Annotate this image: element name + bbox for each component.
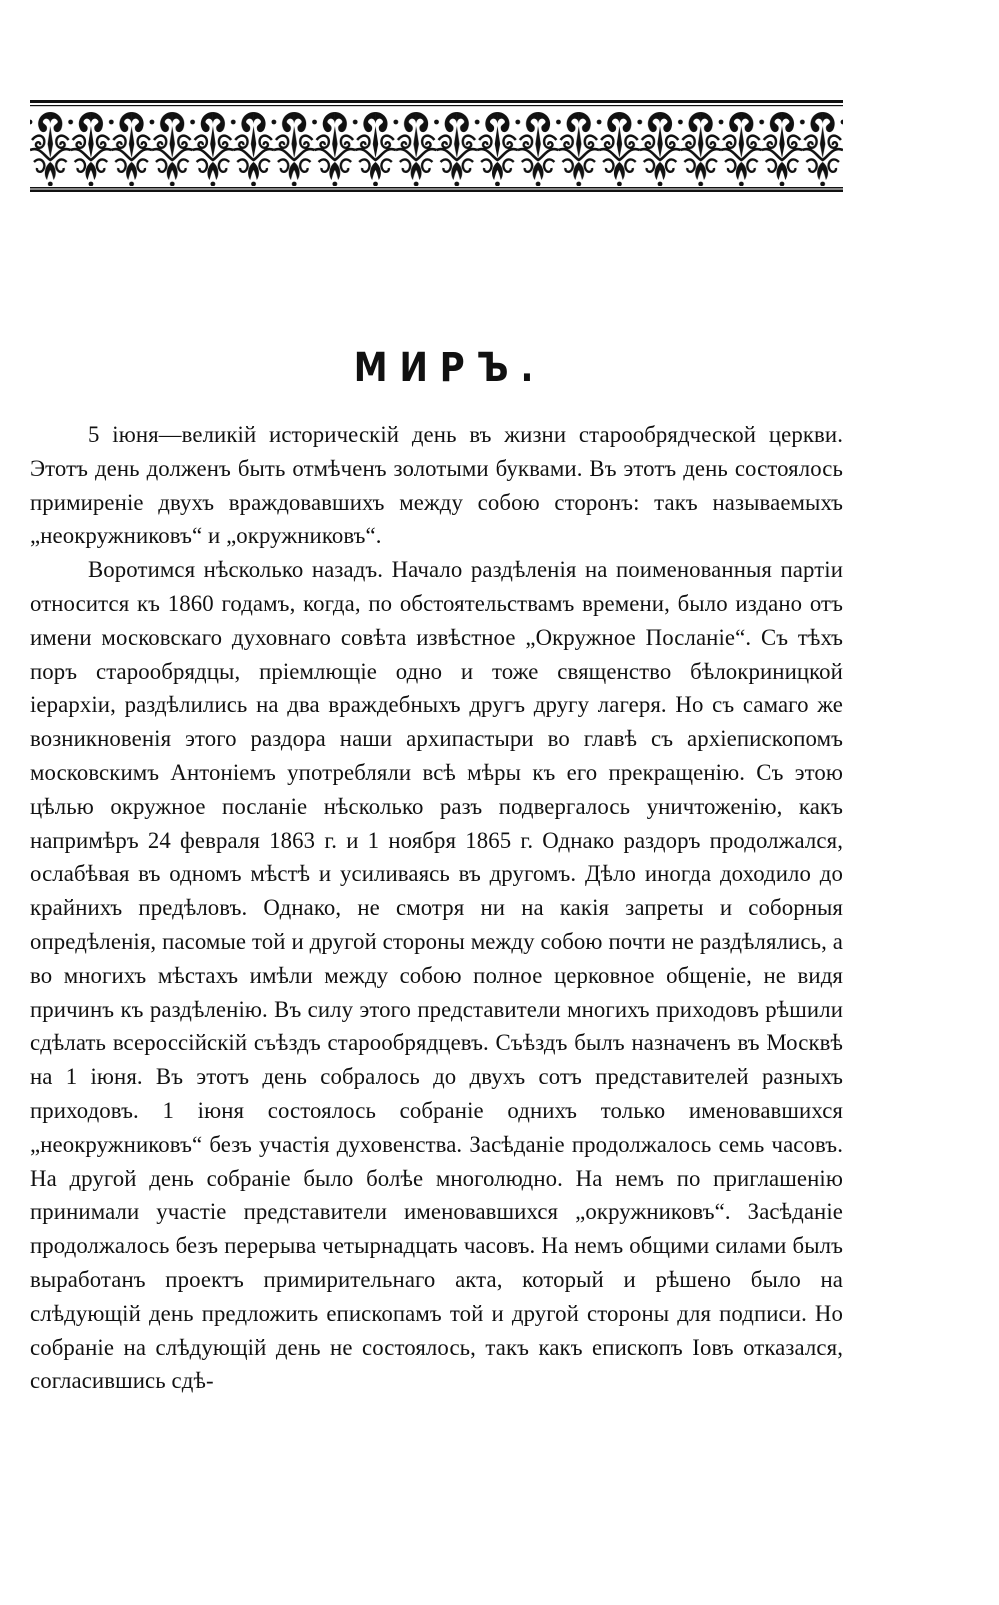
paragraph-2: Воротимся нѣсколько назадъ. Начало раздѣленія на поименованныя партіи относится къ 1860 годамъ, когда, по обстоятельствамъ времени, было издано отъ имени московскаго духовнаго совѣта извѣстное „Окружное Посланіе“. Съ тѣхъ поръ старообрядцы, пріемлющіе одно и тоже священство бѣлокриницкой іерархіи, раздѣлились на два враждебныхъ другъ другу лагеря. Но съ самаго же возникновенія этого раздора наши архипастыри во главѣ съ архіепископомъ московскимъ Антоніемъ употребляли всѣ мѣры къ его прекращенію. Съ этою цѣлью окружное посланіе нѣсколько разъ подвергалось уничтоженію, какъ напримѣръ 24 февраля 1863 г. и 1 ноября 1865 г. Однако раздоръ продолжался, ослабѣвая въ одномъ мѣстѣ и усиливаясь въ другомъ. Дѣло иногда доходило до крайнихъ предѣловъ. Однако, не смотря ни на какія запреты и соборныя опредѣленія, пасомые той и другой стороны между собою почти не раздѣлялись, а во многихъ мѣстахъ имѣли между собою полное церковное общеніе, не видя причинъ къ раздѣленію. Въ силу этого представители многихъ приходовъ рѣшили сдѣлать всероссійскій съѣздъ старообрядцевъ. Съѣздъ былъ назначенъ въ Москвѣ на 1 іюня. Въ этотъ день собралось до двухъ сотъ представителей разныхъ приходовъ. 1 іюня состоялось собраніе однихъ только именовавшихся „неокружниковъ“ безъ участія духовенства. Засѣданіе продолжалось семь часовъ. На другой день собраніе было болѣе многолюдно. На немъ по приглашенію принимали участіе представители именовавшихся „окружниковъ“. Засѣданіе продолжалось безъ перерыва четырнадцать часовъ. На немъ общими силами былъ выработанъ проектъ примирительнаго акта, который и рѣшено было на слѣдующій день предложить епископамъ той и другой стороны для подписи. Но собраніе на слѣдующій день не состоялось, такъ какъ епископъ Іовъ отказался, согласившись сдѣ- — [30, 557, 843, 1394]
paragraph-1: 5 іюня—великій историческій день въ жизни старообрядческой церкви. Этотъ день долженъ быть отмѣченъ золотыми буквами. Въ этотъ день состоялось примиреніе двухъ враждовавшихъ между собою сторонъ: такъ называемыхъ „неокружниковъ“ и „окружниковъ“. — [30, 422, 843, 549]
article-title: МИРЪ. — [353, 345, 546, 391]
article-body — [30, 418, 843, 1398]
ornamental-headpiece-icon — [30, 100, 843, 192]
